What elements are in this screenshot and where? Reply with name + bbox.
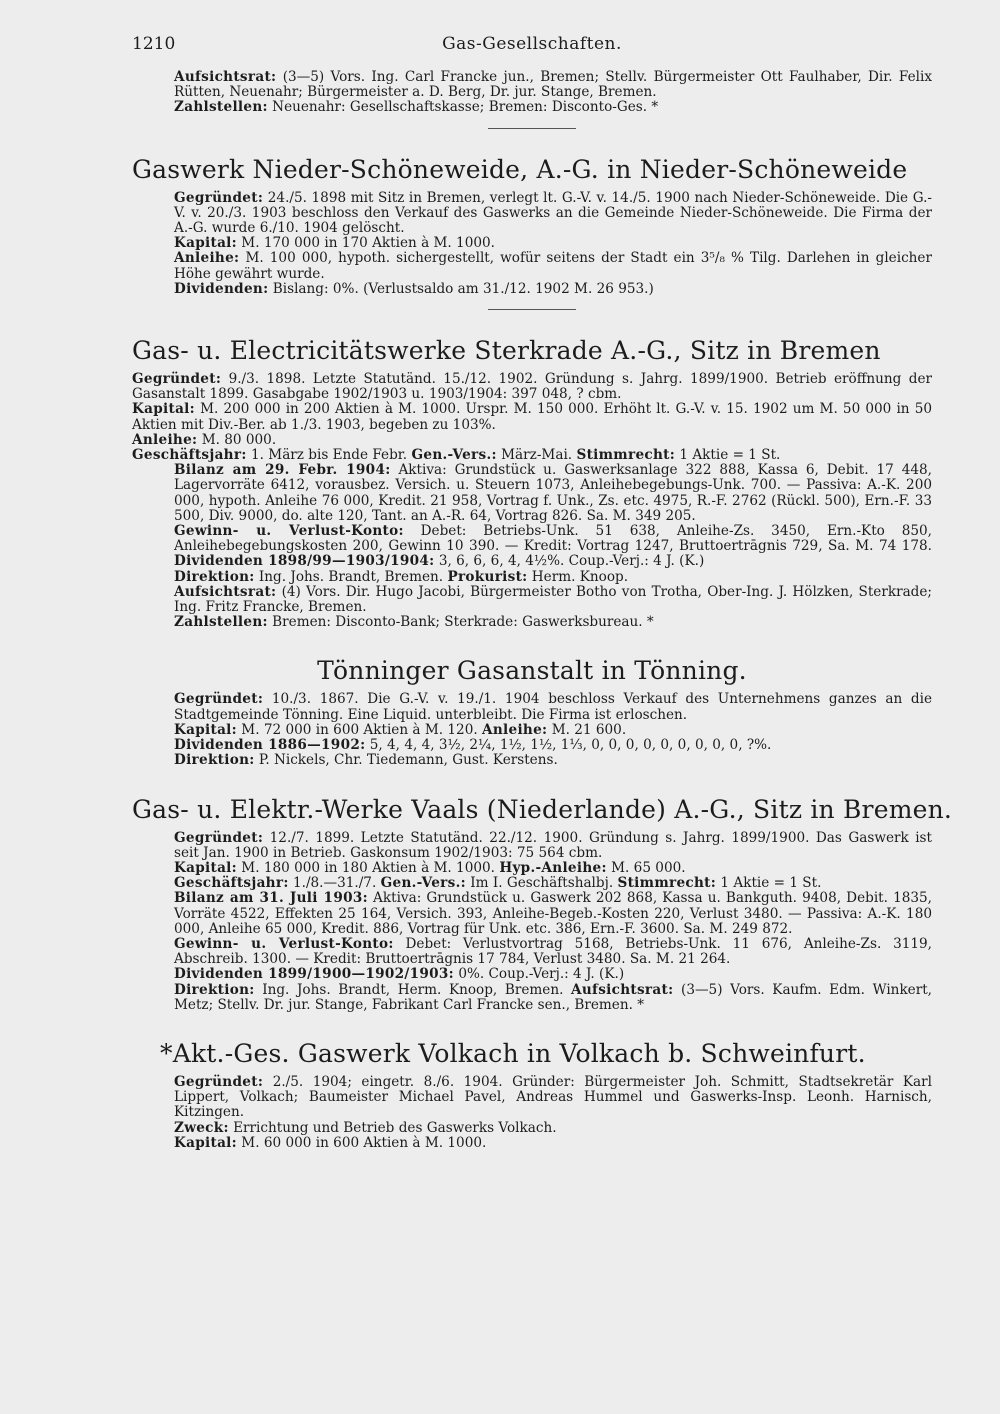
- direktion-paragraph: [132, 753, 932, 768]
- text: (3—5) Vors. Kaufm. Edm. Winkert, Metz; Stellv. Dr. jur. Stange, Fabrikant Carl Francke sen., Bremen. *: [174, 981, 933, 1013]
- page-content: [132, 69, 953, 1151]
- company-title: [132, 336, 932, 366]
- gegruendet-paragraph: [132, 831, 932, 861]
- text: M. 180 000 in 180 Aktien à M. 1000.: [241, 859, 495, 876]
- text: 1./8.—31./7.: [292, 875, 377, 892]
- kapital-paragraph: [132, 861, 932, 876]
- entry-intro: [132, 70, 932, 129]
- text: 2./5. 1904; eingetr. 8./6. 1904. Gründer: Bürgermeister Joh. Schmitt, Stadtsekretär Karl Lippert, Volkach; Baumeister Michael Pavel, Andreas Hummel und Gaswerks-Insp. Leonh. Harnisch, Kitzingen.: [174, 1073, 933, 1121]
- label: Zweck:: [174, 1119, 229, 1136]
- entry-toenning: [132, 656, 932, 768]
- text: 10./3. 1867. Die G.-V. v. 19./1. 1904 beschloss Verkauf des Unternehmens ganzes an die Stadtgemeinde Tönning. Eine Liquid. unterbleibt. Die Firma ist erloschen.: [174, 691, 932, 723]
- kapital-paragraph: [132, 236, 932, 251]
- anleihe-paragraph: [132, 251, 932, 281]
- label: Geschäftsjahr:: [174, 875, 289, 892]
- text: Ing. Johs. Brandt, Bremen.: [258, 568, 444, 585]
- company-title-main: Gas- u. Elektr.-Werke Vaals (Niederlande) A.-G.,: [132, 794, 745, 824]
- direktion-paragraph: [132, 570, 932, 585]
- company-title: [132, 794, 953, 825]
- text: 24./5. 1898 mit Sitz in Bremen, verlegt lt. G.-V. v. 14./5. 1900 nach Nieder-Schöneweide. Die G.-V. v. 20./3. 1903 beschloss den Verkauf des Gaswerks an die Gemeinde Nieder-Schöneweide. Die Firma der A.-G. wurde 6./10. 1904 gelöscht.: [174, 189, 932, 237]
- text: M. 200 000 in 200 Aktien à M. 1000. Urspr. M. 150 000. Erhöht lt. G.-V. v. 15. 1902 um M. 50 000 in 50 Aktien mit Div.-Ber. ab 1./3. 1903, begeben zu 103%.: [132, 401, 933, 433]
- entry-volkach: [132, 1039, 932, 1151]
- label: Dividenden 1898/99—1903/1904:: [174, 553, 435, 570]
- zahlstellen-paragraph: [132, 100, 932, 115]
- label: Gen.-Vers.:: [380, 875, 466, 892]
- label: Stimmrecht:: [617, 875, 717, 892]
- label: Zahlstellen:: [174, 614, 268, 631]
- divider: [488, 128, 576, 129]
- text: Neuenahr: Gesellschaftskasse; Bremen: Disconto-Ges. *: [272, 99, 659, 116]
- aufsichtsrat-paragraph: [132, 70, 932, 100]
- label: Anleihe:: [174, 250, 240, 267]
- page-number: 1210: [132, 34, 176, 54]
- label: Gegründet:: [174, 691, 264, 708]
- entry-vaals: [132, 794, 953, 1013]
- label: Gewinn- u. Verlust-Konto:: [174, 935, 394, 952]
- text: Herm. Knoop.: [531, 568, 629, 585]
- label: Anleihe:: [132, 431, 198, 448]
- label: Dividenden:: [174, 280, 269, 297]
- label: Anleihe:: [482, 721, 548, 738]
- label: Gegründet:: [174, 829, 264, 846]
- text: M. 100 000, hypoth. sichergestellt, wofür seitens der Stadt ein 3⁵/₈ % Tilg. Darlehen in gleicher Höhe gewährt wurde.: [174, 250, 932, 282]
- text: M. 65 000.: [611, 859, 686, 876]
- label: Gegründet:: [132, 371, 222, 388]
- text: M. 80 000.: [201, 431, 277, 448]
- aufsichtsrat-paragraph: [132, 585, 932, 615]
- label: Stimmrecht:: [576, 447, 676, 464]
- label: Direktion:: [174, 568, 255, 585]
- company-title-suffix: b. Schweinfurt.: [668, 1038, 866, 1068]
- company-title-suffix: Sitz in Bremen.: [753, 794, 953, 824]
- company-title: Tönninger Gasanstalt in Tönning.: [317, 656, 747, 686]
- entry-nieder-schoeneweide: [132, 155, 932, 310]
- text: Debet: Verlustvortrag 5168, Betriebs-Unk. 11 676, Anleihe-Zs. 3119, Abschreib. 1300. — Kredit: Bruttoertrāgnis 17 784, Verlust 3480. Sa. M. 21 264.: [174, 935, 932, 968]
- text: Errichtung und Betrieb des Gaswerks Volkach.: [233, 1119, 557, 1136]
- label: Aufsichtsrat:: [174, 69, 277, 85]
- text: Bremen: Disconto-Bank; Sterkrade: Gaswerksbureau. *: [272, 614, 654, 631]
- zahlstellen-paragraph: [132, 615, 932, 630]
- text: Debet: Betriebs-Unk. 51 638, Anleihe-Zs. 3450, Ern.-Kto 850, Anleihebegebungskosten 200, Gewinn 10 390. — Kredit: Vortrag 1247, Bruttoertrāgnis 729, Sa. M. 74 178.: [174, 523, 932, 555]
- anleihe-paragraph: [132, 433, 932, 448]
- text: 1 Aktie = 1 St.: [679, 447, 781, 464]
- label: Kapital:: [132, 401, 195, 418]
- label: Direktion:: [174, 981, 255, 998]
- text: Aktiva: Grundstück u. Gaswerk 202 868, Kassa u. Bankguth. 9408, Debit. 1835, Vorräte 4522, Effekten 25 164, Versich. 393, Anleihe-Begeb.-Kosten 220, Verlust 3480. — Passiva: A.-K. 180 000, Anleihe 65 000, Kredit. 886, Vortrag für Unk. etc. 386, Ern.-F. 3600. Sa. M. 249 872.: [174, 890, 932, 937]
- label: Kapital:: [174, 859, 237, 876]
- label: Dividenden 1886—1902:: [174, 737, 366, 754]
- label: Hyp.-Anleihe:: [499, 859, 607, 876]
- text: 12./7. 1899. Letzte Statutänd. 22./12. 1900. Gründung s. Jahrg. 1899/1900. Das Gaswerk ist seit Jan. 1900 in Betrieb. Gaskonsum 1902/1903: 75 564 cbm.: [174, 829, 932, 861]
- label: Kapital:: [174, 1134, 237, 1151]
- label: Gen.-Vers.:: [411, 447, 497, 464]
- gegruendet-paragraph: [132, 372, 932, 402]
- text: 3, 6, 6, 6, 4, 4½%. Coup.-Verj.: 4 J. (K.): [438, 553, 705, 570]
- guv-paragraph: [132, 937, 932, 967]
- bilanz-paragraph: [132, 891, 932, 937]
- kapital-paragraph: [132, 402, 932, 432]
- entry-sterkrade: [132, 336, 932, 630]
- label: Kapital:: [174, 721, 237, 738]
- label: Zahlstellen:: [174, 99, 268, 116]
- label: Kapital:: [174, 235, 237, 252]
- text: (4) Vors. Dir. Hugo Jacobi, Bürgermeister Botho von Trotha, Ober-Ing. J. Hölzken, Sterkrade; Ing. Fritz Francke, Bremen.: [174, 583, 932, 616]
- kapital-paragraph: [132, 1136, 932, 1151]
- company-title-suffix: Sitz in Bremen: [689, 336, 881, 366]
- label: Gegründet:: [174, 189, 264, 206]
- text: Im I. Geschäftshalbj.: [470, 875, 614, 892]
- company-title-main: *Akt.-Ges. Gaswerk Volkach in Volkach: [160, 1038, 660, 1068]
- label: Prokurist:: [447, 568, 528, 585]
- gegruendet-paragraph: [132, 1075, 932, 1121]
- text: M. 60 000 in 600 Aktien à M. 1000.: [241, 1134, 487, 1151]
- text: März-Mai.: [501, 447, 573, 464]
- label: Gegründet:: [174, 1073, 264, 1090]
- label: Bilanz am 31. Juli 1903:: [174, 890, 368, 907]
- kapital-paragraph: [132, 723, 932, 738]
- running-title: Gas-Gesellschaften.: [442, 34, 622, 54]
- bilanz-paragraph: [132, 463, 932, 524]
- text: Bislang: 0%. (Verlustsaldo am 31./12. 1902 M. 26 953.): [272, 280, 654, 297]
- label: Aufsichtsrat:: [174, 583, 277, 600]
- label: Aufsichtsrat:: [571, 981, 674, 998]
- divider: [488, 309, 576, 310]
- label: Gewinn- u. Verlust-Konto:: [174, 523, 404, 540]
- direktion-paragraph: [132, 983, 932, 1013]
- label: Dividenden 1899/1900—1902/1903:: [174, 966, 454, 983]
- text: P. Nickels, Chr. Tiedemann, Gust. Kerstens.: [258, 752, 558, 769]
- text: Aktiva: Grundstück u. Gaswerksanlage 322 888, Kassa 6, Debit. 17 448, Lagervorräte 6412, vorausbez. Versich. u. Steuern 1073, Anleihebegebungs-Unk. 700. — Passiva: A.-K. 200 000, hypoth. Anleihe 76 000, Kredit. 21 958, Vortrag f. Unk., Zs. etc. 4975, R.-F. 2762 (Rückl. 500), Ern.-F. 33 500, Div. 9000, do. alte 120, Tant. an A.-R. 64, Vortrag 826. Sa. M. 349 205.: [174, 462, 932, 524]
- text: Ing. Johs. Brandt, Herm. Knoop, Bremen.: [262, 981, 564, 998]
- gegruendet-paragraph: [132, 692, 932, 722]
- dividenden-paragraph: [132, 738, 932, 753]
- zweck-paragraph: [132, 1121, 932, 1136]
- company-title-main: Gas- u. Electricitätswerke Sterkrade A.-G.,: [132, 336, 682, 366]
- dividenden-paragraph: [132, 282, 932, 297]
- dividenden-paragraph: [132, 967, 932, 982]
- label: Geschäftsjahr:: [132, 447, 247, 464]
- text: 0%. Coup.-Verj.: 4 J. (K.): [458, 966, 625, 983]
- gegruendet-paragraph: [132, 191, 932, 237]
- text: 5, 4, 4, 4, 3½, 2¼, 1½, 1½, 1⅓, 0, 0, 0, 0, 0, 0, 0, 0, 0, ?%.: [369, 737, 772, 754]
- geschaeftsjahr-paragraph: [132, 448, 932, 463]
- geschaeftsjahr-paragraph: [132, 876, 932, 891]
- text: M. 170 000 in 170 Aktien à M. 1000.: [241, 235, 495, 252]
- company-title: [132, 1039, 932, 1069]
- guv-paragraph: [132, 524, 932, 570]
- text: 1. März bis Ende Febr.: [250, 447, 408, 464]
- label: Direktion:: [174, 752, 255, 769]
- text: (3—5) Vors. Ing. Carl Francke jun., Bremen; Stellv. Bürgermeister Ott Faulhaber, Dir. Felix Rütten, Neuenahr; Bürgermeister a. D. Berg, Dr. jur. Stange, Bremen.: [174, 69, 932, 101]
- page-header: [132, 34, 932, 58]
- company-title: Gaswerk Nieder-Schöneweide, A.-G. in Nieder-Schöneweide: [132, 154, 908, 184]
- text: M. 72 000 in 600 Aktien à M. 120.: [241, 721, 478, 738]
- label: Bilanz am 29. Febr. 1904:: [174, 462, 391, 479]
- text: 1 Aktie = 1 St.: [720, 875, 822, 892]
- text: M. 21 600.: [551, 721, 627, 738]
- text: 9./3. 1898. Letzte Statutänd. 15./12. 1902. Gründung s. Jahrg. 1899/1900. Betrieb eröffnung der Gasanstalt 1899. Gasabgabe 1902/1903 u. 1903/1904: 397 048, ? cbm.: [132, 371, 932, 403]
